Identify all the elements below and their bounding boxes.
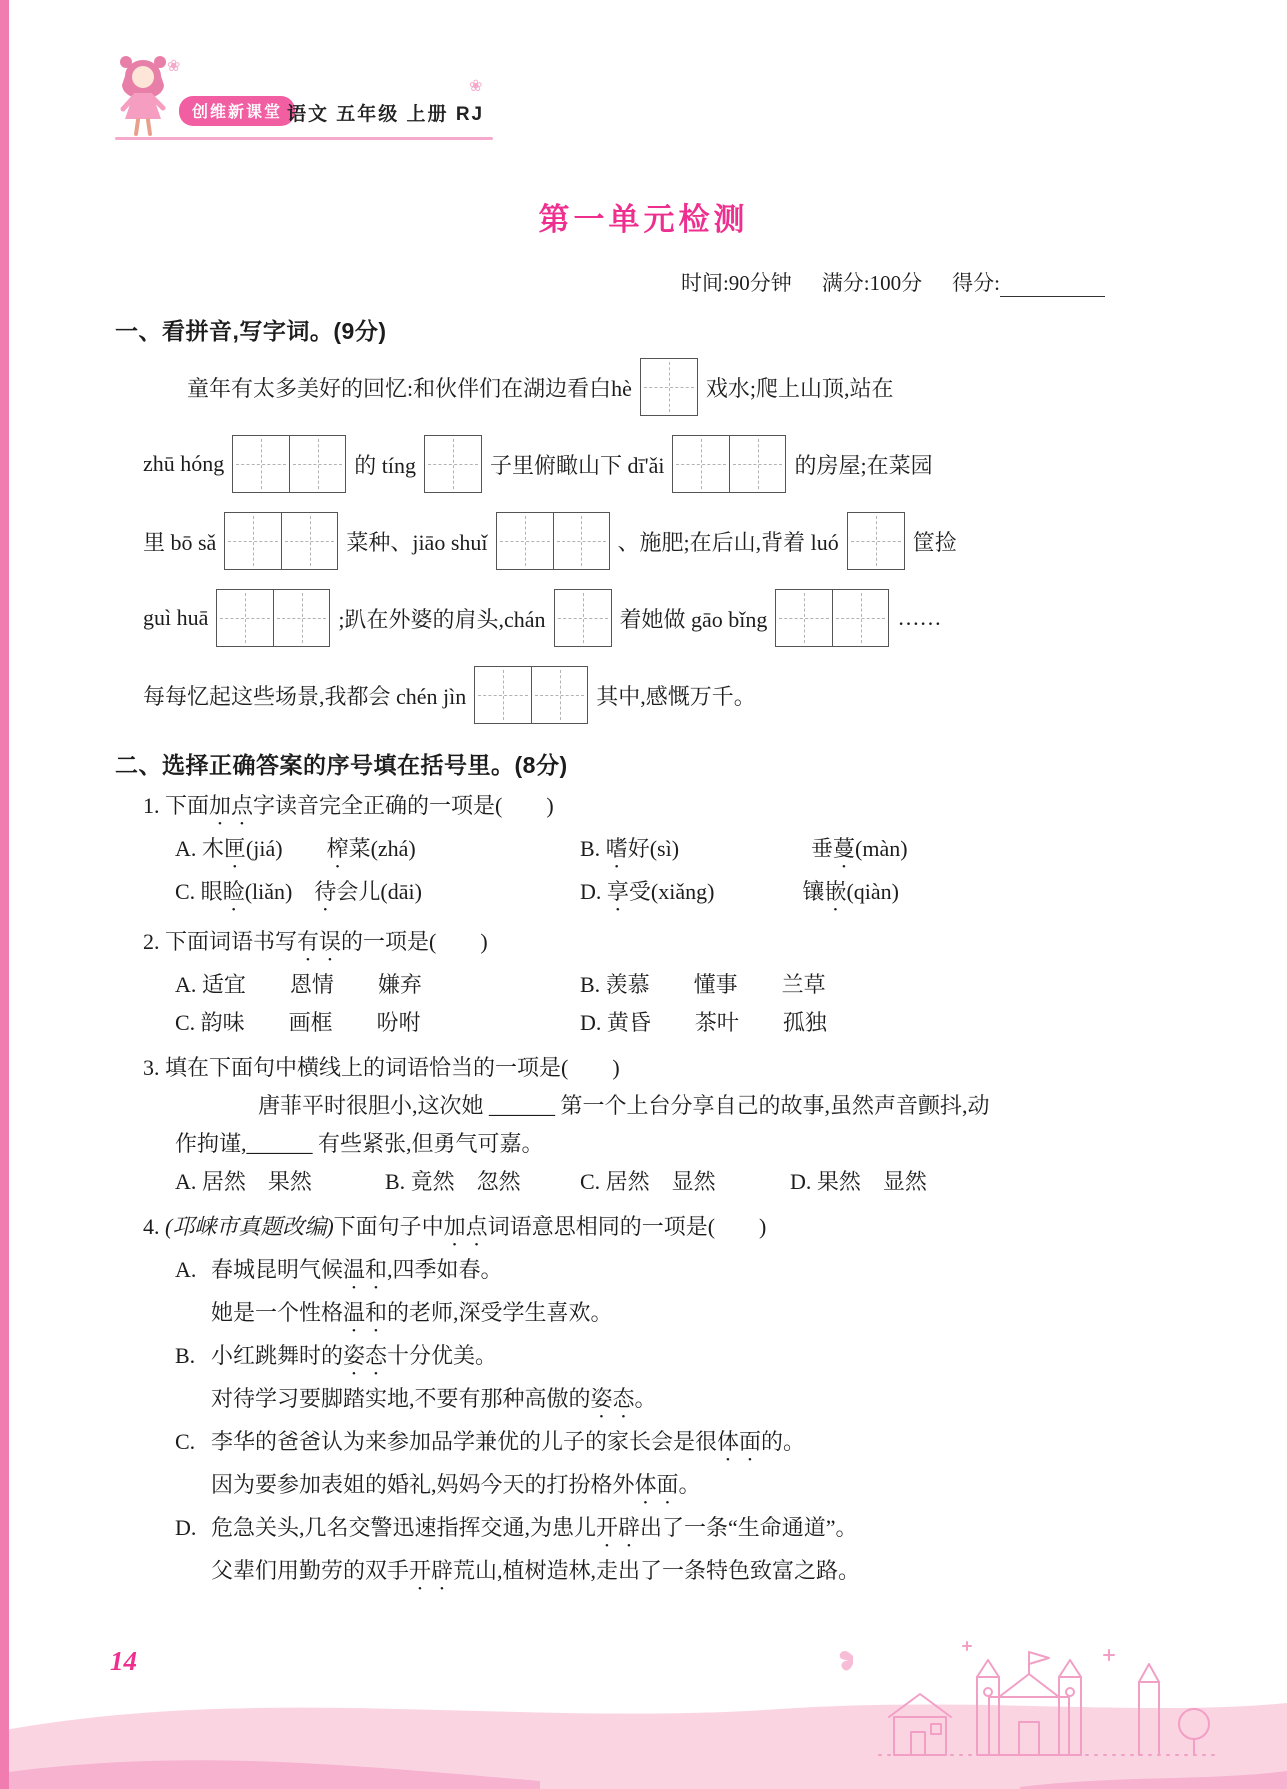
option[interactable] — [175, 1423, 1172, 1509]
writing-grid[interactable] — [672, 435, 786, 493]
writing-grid[interactable] — [232, 435, 346, 493]
score-blank[interactable] — [1000, 273, 1105, 297]
option[interactable]: C. 眼睑(liǎn) 待会儿(dāi) — [175, 879, 422, 904]
option-line: 春城昆明气候温和,四季如春。 — [211, 1257, 503, 1282]
option[interactable]: D. 享受(xiǎng) 镶嵌(qiàn) — [580, 879, 899, 904]
grid-cell — [281, 513, 337, 569]
grid-cell — [225, 513, 281, 569]
pinyin-exercise — [143, 351, 1172, 731]
grid-cell — [848, 513, 904, 569]
question-passage: 作拘谨,______ 有些紧张,但勇气可嘉。 — [175, 1131, 544, 1156]
pinyin-line — [143, 582, 1172, 654]
grid-cell — [555, 590, 611, 646]
option[interactable]: D. 果然 显然 — [790, 1169, 927, 1194]
exercise-text: 的 tíng — [354, 452, 416, 478]
section2-heading: 二、选择正确答案的序号填在括号里。(8分) — [115, 752, 568, 778]
grid-cell — [475, 667, 531, 723]
exercise-text: 戏水;爬上山顶,站在 — [705, 375, 894, 401]
question-source: (邛崃市真题改编) — [165, 1214, 334, 1239]
option-lines — [211, 1337, 657, 1423]
question-2 — [143, 923, 1172, 1042]
section1-heading: 一、看拼音,写字词。(9分) — [115, 318, 387, 344]
exercise-text: 着她做 gāo bǐng — [619, 606, 768, 632]
option[interactable]: A. 木匣(jiá) 榨菜(zhá) — [175, 836, 416, 861]
writing-grid[interactable] — [775, 589, 889, 647]
writing-grid[interactable] — [640, 358, 698, 416]
question-list — [143, 787, 1172, 1595]
exercise-text: 童年有太多美好的回忆:和伙伴们在湖边看白hè — [187, 375, 632, 401]
grid-cell — [729, 436, 785, 492]
option[interactable]: D. 黄昏 茶叶 孤独 — [580, 1010, 827, 1035]
question-stem — [143, 1208, 1172, 1251]
writing-grid[interactable] — [474, 666, 588, 724]
option-line: 父辈们用勤劳的双手开辟荒山,植树造林,走出了一条特色致富之路。 — [211, 1558, 861, 1583]
pinyin-line — [143, 659, 1172, 731]
writing-grid[interactable] — [847, 512, 905, 570]
option-grid — [175, 966, 1172, 1042]
page-title: 第一单元检测 — [538, 202, 749, 237]
option[interactable]: C. 居然 显然 — [580, 1169, 716, 1194]
castle-illustration — [839, 1622, 1239, 1767]
grid-cell — [776, 590, 832, 646]
grid-cell — [497, 513, 553, 569]
option[interactable]: A. 居然 果然 — [175, 1169, 312, 1194]
exam-meta — [115, 267, 1172, 297]
option-marker: D. — [175, 1515, 197, 1540]
grid-cell — [217, 590, 273, 646]
exercise-text: 其中,感慨万千。 — [596, 683, 756, 709]
pinyin-line — [143, 428, 1172, 500]
exercise-text: …… — [897, 605, 942, 630]
option[interactable]: B. 竟然 忽然 — [385, 1169, 521, 1194]
page-header — [115, 0, 1172, 150]
question-stem: 1. 下面加点字读音完全正确的一项是( ) — [143, 793, 554, 818]
exercise-text: 菜种、jiāo shuǐ — [346, 529, 488, 555]
option-marker: A. — [175, 1257, 197, 1282]
exercise-text: 里 bō sǎ — [143, 529, 217, 555]
exercise-text: 筐捡 — [912, 529, 957, 555]
question-stem: 3. 填在下面句中横线上的词语恰当的一项是( ) — [143, 1055, 620, 1080]
option-line: 危急关头,几名交警迅速指挥交通,为患儿开辟出了一条“生命通道”。 — [211, 1515, 858, 1540]
question-3 — [143, 1049, 1172, 1201]
meta-time: 时间:90分钟 — [680, 271, 792, 295]
option-lines — [211, 1423, 805, 1509]
grid-cell — [673, 436, 729, 492]
pinyin-line — [143, 505, 1172, 577]
grid-cell — [531, 667, 587, 723]
exercise-text: 每每忆起这些场景,我都会 chén jìn — [143, 683, 467, 709]
left-edge-bar — [0, 0, 9, 1789]
writing-grid[interactable] — [496, 512, 610, 570]
exercise-text: 、施肥;在后山,背着 luó — [617, 529, 839, 555]
exercise-text: zhū hóng — [143, 451, 225, 476]
option-line: 李华的爸爸认为来参加品学兼优的儿子的家长会是很体面的。 — [211, 1429, 806, 1454]
writing-grid[interactable] — [216, 589, 330, 647]
meta-full-score: 满分:100分 — [821, 271, 923, 295]
option-lines — [211, 1251, 613, 1337]
option[interactable] — [175, 1337, 1172, 1423]
option-grid — [175, 830, 1172, 916]
option[interactable] — [175, 1251, 1172, 1337]
grid-cell — [273, 590, 329, 646]
subject-label: 语文 五年级 上册 RJ — [287, 104, 485, 125]
grid-cell — [233, 436, 289, 492]
option-line: 小红跳舞时的姿态十分优美。 — [211, 1343, 498, 1368]
option[interactable]: A. 适宜 恩情 嫌弃 — [175, 972, 422, 997]
exercise-text: 的房屋;在菜园 — [794, 452, 933, 478]
question-passage: 唐菲平时很胆小,这次她 ______ 第一个上台分享自己的故事,虽然声音颤抖,动 — [258, 1093, 990, 1118]
option-line: 对待学习要脚踏实地,不要有那种高傲的姿态。 — [211, 1386, 657, 1411]
exercise-text: guì huā — [143, 605, 209, 630]
question-4 — [143, 1208, 1172, 1595]
question-number: 4. — [143, 1214, 165, 1239]
exercise-text: ;趴在外婆的肩头,chán — [338, 606, 546, 632]
option-line: 因为要参加表姐的婚礼,妈妈今天的打扮格外体面。 — [211, 1472, 701, 1497]
option-grid — [175, 1163, 1172, 1201]
writing-grid[interactable] — [554, 589, 612, 647]
butterfly-icon — [840, 1651, 853, 1671]
option[interactable]: B. 嗜好(sì) 垂蔓(màn) — [580, 836, 908, 861]
question-1 — [143, 787, 1172, 916]
grid-cell — [553, 513, 609, 569]
exercise-text: 子里俯瞰山下 dī'ǎi — [490, 452, 665, 478]
option[interactable] — [175, 1509, 1172, 1595]
grid-cell — [425, 436, 481, 492]
option-lines — [211, 1509, 860, 1595]
option-marker: C. — [175, 1429, 196, 1454]
option[interactable]: C. 韵味 画框 吩咐 — [175, 1010, 421, 1035]
grid-cell — [289, 436, 345, 492]
meta-score — [952, 267, 1105, 297]
writing-grid[interactable] — [424, 435, 482, 493]
grid-cell — [641, 359, 697, 415]
header-underline — [115, 137, 493, 140]
page-number: 14 — [110, 1646, 137, 1676]
flower-icon: ❀ — [167, 58, 181, 75]
flower-icon: ❀ — [469, 78, 483, 95]
question-stem-text: 下面句子中加点词语意思相同的一项是( ) — [333, 1214, 767, 1239]
question-stem: 2. 下面词语书写有误的一项是( ) — [143, 929, 488, 954]
grid-cell — [832, 590, 888, 646]
option-marker: B. — [175, 1343, 196, 1368]
writing-grid[interactable] — [224, 512, 338, 570]
brand-badge: 创维新课堂 — [179, 96, 295, 126]
option[interactable]: B. 羡慕 懂事 兰草 — [580, 972, 826, 997]
meta-score-label: 得分: — [952, 271, 1000, 295]
option-line: 她是一个性格温和的老师,深受学生喜欢。 — [211, 1300, 613, 1325]
pinyin-line — [143, 351, 1172, 423]
